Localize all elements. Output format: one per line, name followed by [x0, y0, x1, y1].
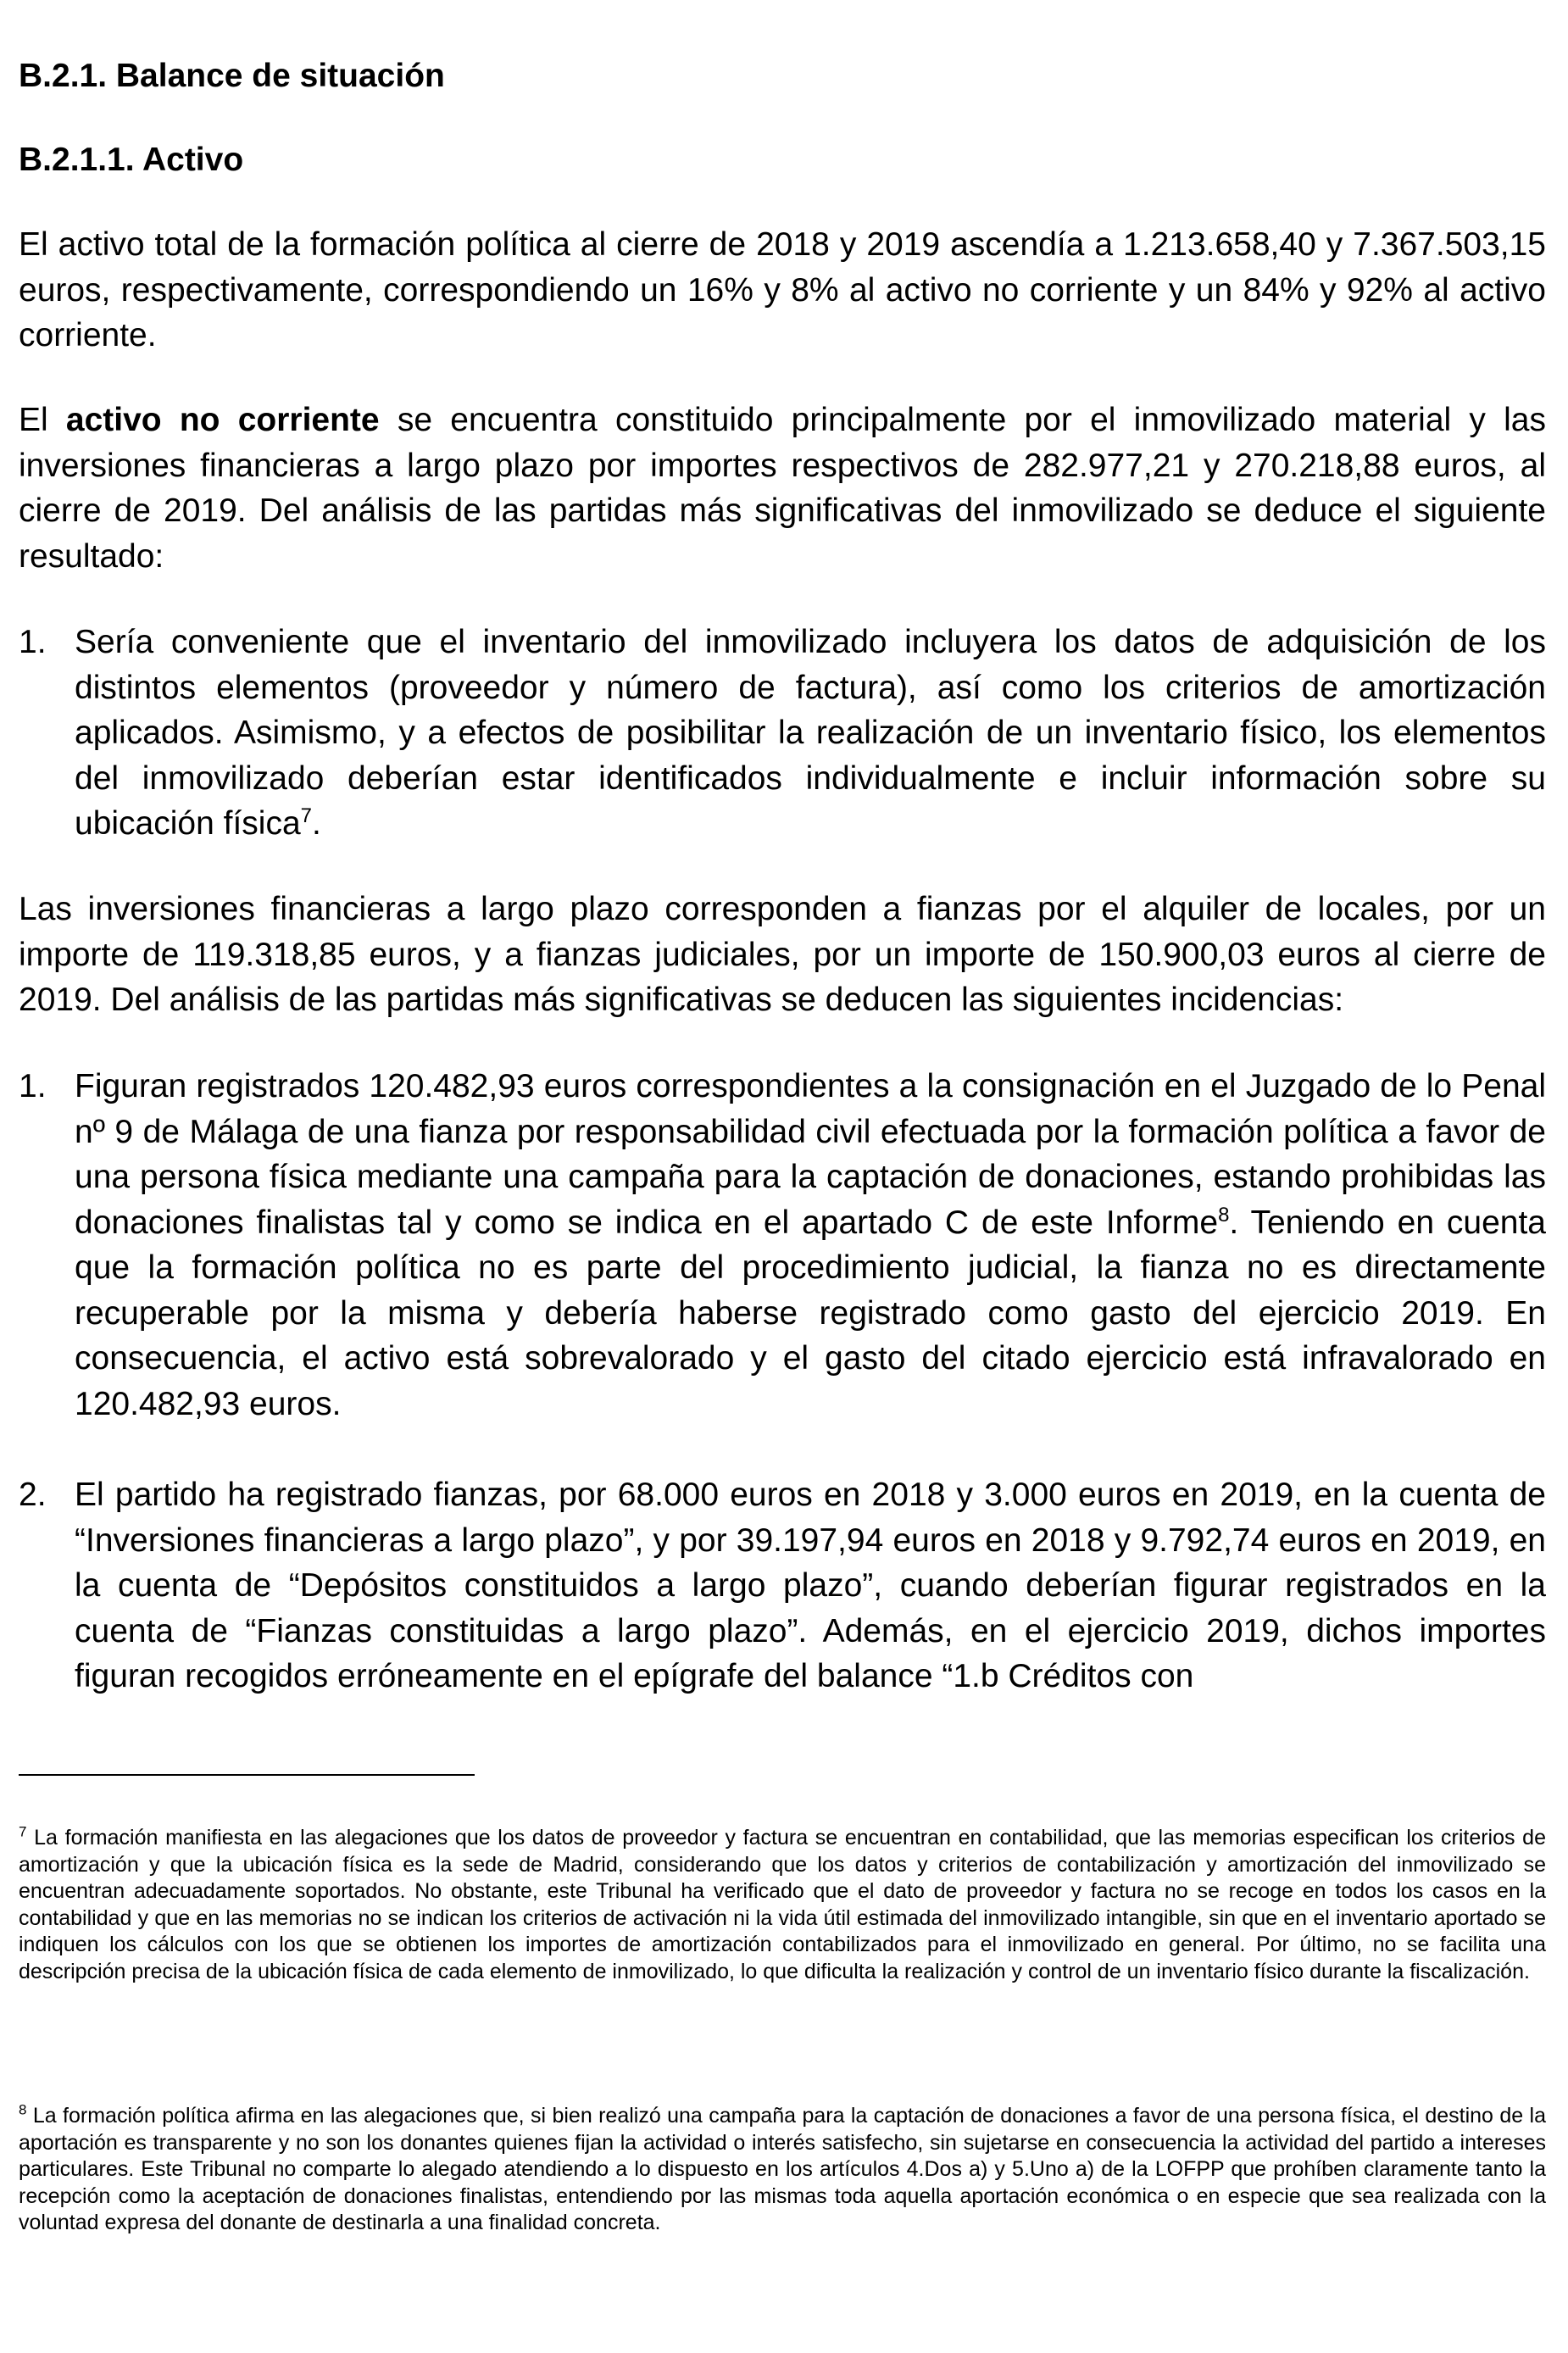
list-number: 1. — [19, 1068, 47, 1104]
list-text-end: . Teniendo en cuenta que la formación política no es parte del procedimiento judicial, la fianza no es directamente recuperable por la misma y debería haberse registrado como gasto del ejercicio 2019. En consecuencia, el activo está sobrevalorado y el gasto del citado ejercicio está infravalorado en 120.482,93 euros. — [75, 1204, 1546, 1422]
list-text-body: Sería conveniente que el inventario del inmovilizado incluyera los datos de adquisición de los distintos elementos (proveedor y número de factura), así como los criterios de amortización aplicados. Asimismo, y a efectos de posibilitar la realización de un inventario físico, los elementos del inmovilizado deberían estar identificados individualmente e incluir información sobre su ubicación física — [75, 624, 1546, 842]
paragraph-inversiones-financieras: Las inversiones financieras a largo plazo corresponden a fianzas por el alquiler de locales, por un importe de 119.318,85 euros, y a fianzas judiciales, por un importe de 150.900,03 euros al cierre de 2019. Del análisis de las partidas más significativas se deducen las siguientes incidencias: — [19, 891, 1546, 1018]
footnote-7 — [19, 1825, 1546, 1985]
list-text-body: Figuran registrados 120.482,93 euros correspondientes a la consignación en el Juzgado de lo Penal nº 9 de Málaga de una fianza por responsabilidad civil efectuada por la formación política a favor de una persona física mediante una campaña para la captación de donaciones, estando prohibidas las donaciones finalistas tal y como se indica en el apartado C de este Informe — [75, 1068, 1546, 1241]
footnote-text: La formación política afirma en las alegaciones que, si bien realizó una campaña para la captación de donaciones a favor de una persona física, el destino de la aportación es transparente y no son los donantes quienes fijan la actividad o interés satisfecho, sin sujetarse en consecuencia la actividad del partido a intereses particulares. Este Tribunal no comparte lo alegado atendiendo a lo dispuesto en los artículos 4.Dos a) y 5.Uno a) de la LOFPP que prohíben claramente tanto la recepción como la aceptación de donaciones finalistas, entendiendo por las mismas toda aquella aportación económica o en especie que sea realizada con la voluntad expresa del donante de destinarla a una finalidad concreta. — [19, 2104, 1546, 2234]
list-item-text: El partido ha registrado fianzas, por 68.000 euros en 2018 y 3.000 euros en 2019, en la cuenta de “Inversiones financieras a largo plazo”, y por 39.197,94 euros en 2018 y 9.792,74 euros en 2019, en la cuenta de “Depósitos constituidos a largo plazo”, cuando deberían figurar registrados en la cuenta de “Fianzas constituidas a largo plazo”. Además, en el ejercicio 2019, dichos importes figuran recogidos erróneamente en el epígrafe del balance “1.b Créditos con — [75, 1477, 1546, 1694]
footnote-divider — [19, 1774, 475, 1776]
bold-term: activo no corriente — [65, 402, 380, 438]
paragraph-text: se encuentra constituido principalmente por el inmovilizado material y las inversiones financieras a largo plazo por importes respectivos de 282.977,21 y 270.218,88 euros, al cierre de 2019. Del análisis de las partidas más significativas del inmovilizado se deduce el siguiente resultado: — [19, 402, 1546, 575]
paragraph-activo-no-corriente — [19, 398, 1546, 579]
footnote-ref: 8 — [1218, 1203, 1230, 1227]
subsection-heading: B.2.1.1. Activo — [19, 142, 244, 178]
section-heading: B.2.1. Balance de situación — [19, 58, 445, 94]
list-text-end: . — [312, 805, 321, 842]
list-number: 1. — [19, 624, 47, 660]
paragraph-activo-total: El activo total de la formación política al cierre de 2018 y 2019 ascendía a 1.213.658,40 y 7.367.503,15 euros, respectivamente, correspondiendo un 16% y 8% al activo no corriente y un 84% y 92% al activo corriente. — [19, 226, 1546, 353]
footnote-8 — [19, 2103, 1546, 2237]
list-number: 2. — [19, 1477, 47, 1513]
list-item-text — [75, 1064, 1546, 1427]
list-item-text — [75, 620, 1546, 847]
list-item — [19, 1472, 1546, 1699]
list-item — [19, 1064, 1546, 1427]
footnote-text: La formación manifiesta en las alegaciones que los datos de proveedor y factura se encuentran en contabilidad, que las memorias especifican los criterios de amortización y que la ubicación física es la sede de Madrid, considerando que los datos y criterios de contabilización y amortización del inmovilizado se encuentran adecuadamente soportados. No obstante, este Tribunal ha verificado que el dato de proveedor y factura no se recoge en todos los casos en la contabilidad y que en las memorias no se indican los criterios de activación ni la vida útil estimada del inmovilizado intangible, sin que en el inventario aportado se indiquen los cálculos con los que se obtienen los importes de amortización contabilizados para el inmovilizado en general. Por último, no se facilita una descripción precisa de la ubicación física de cada elemento de inmovilizado, lo que dificulta la realización y control de un inventario físico durante la fiscalización. — [19, 1826, 1546, 1983]
footnote-ref: 7 — [300, 804, 312, 827]
footnote-number: 7 — [19, 1823, 27, 1840]
list-item — [19, 620, 1546, 847]
footnote-number: 8 — [19, 2101, 27, 2118]
paragraph-text: El — [19, 402, 66, 438]
